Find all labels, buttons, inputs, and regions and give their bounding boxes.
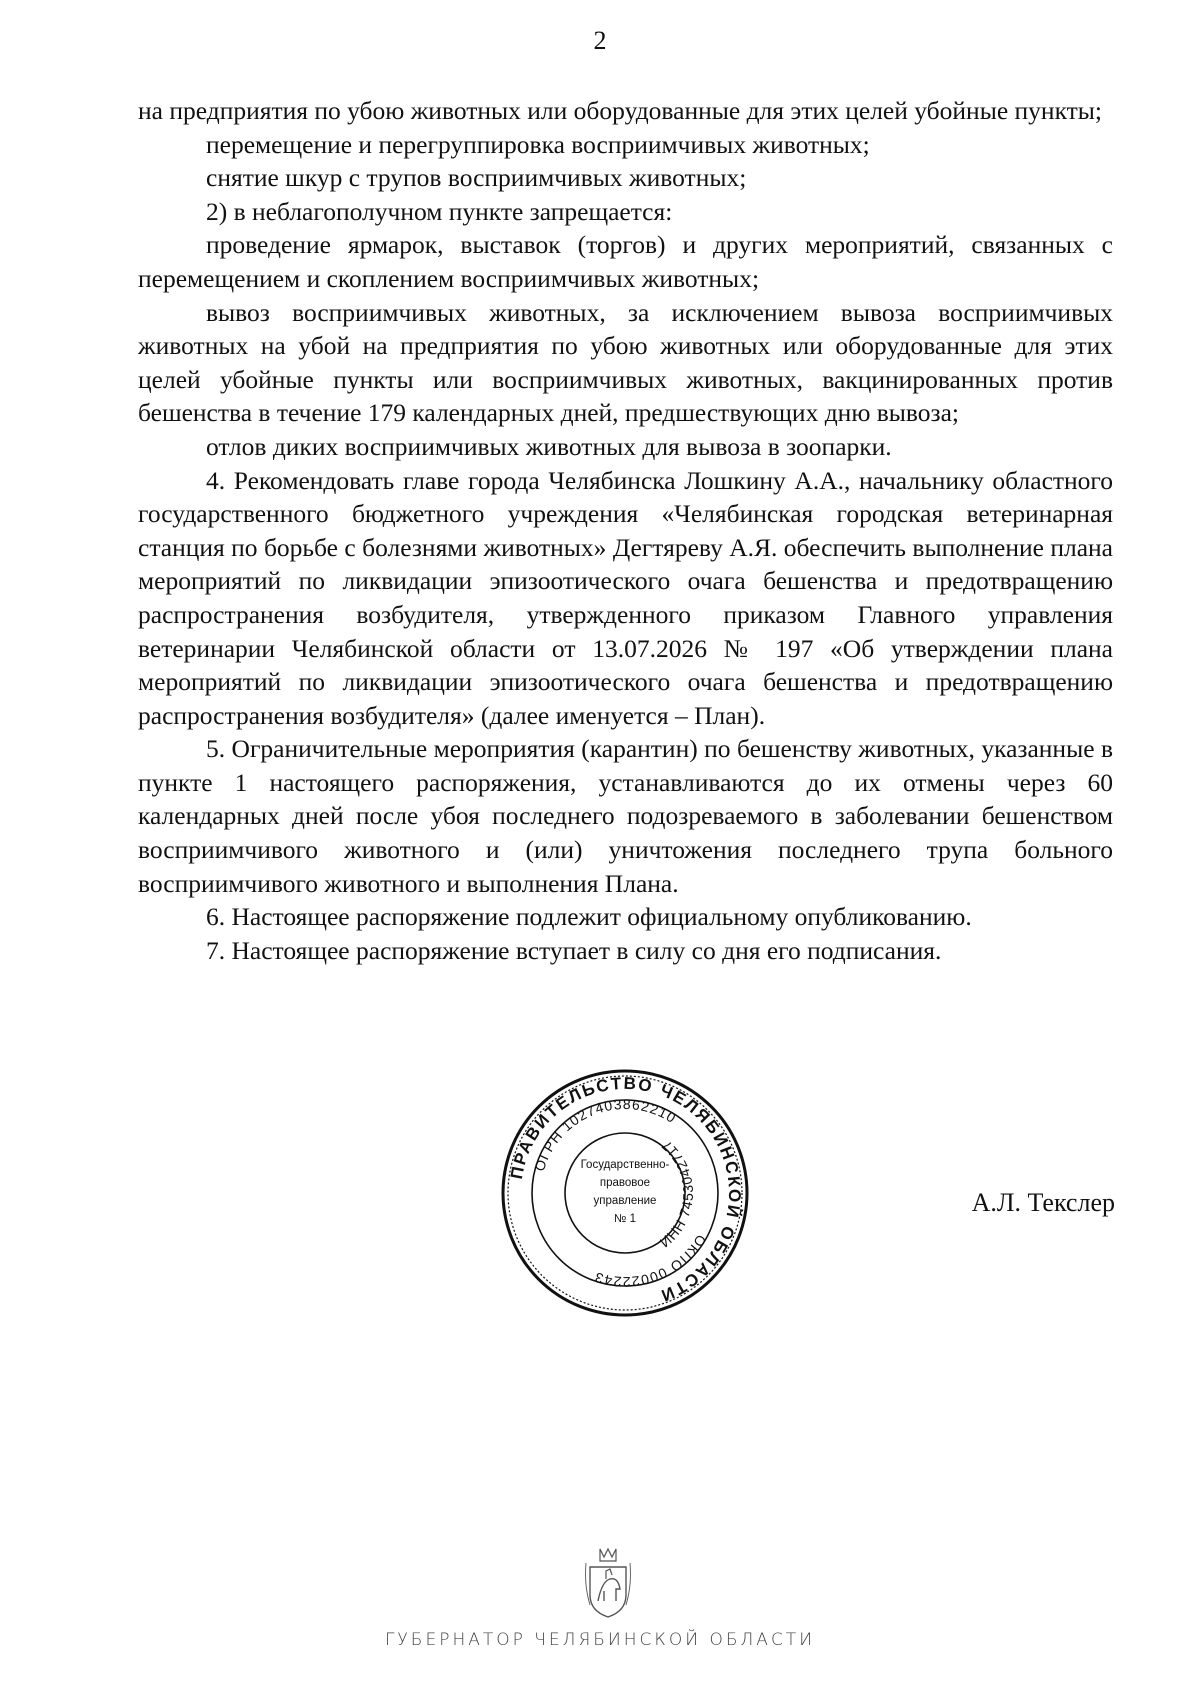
page-number: 2 bbox=[593, 26, 607, 55]
seal-inn-text: ИНН 7453042717 bbox=[656, 1136, 697, 1251]
paragraph-point-6: 6. Настоящее распоряжение подлежит официальному опубликованию. bbox=[206, 902, 972, 932]
paragraph-intro-continuation: на предприятия по убою животных или оборудованные для этих целей убойные пункты; bbox=[138, 96, 1102, 125]
coat-of-arms-icon bbox=[580, 1545, 636, 1621]
svg-text:ИНН 7453042717 bbox=[657, 1137, 696, 1251]
document-body bbox=[138, 94, 1113, 967]
paragraph-fairs-ban: проведение ярмарок, выставок (торгов) и других мероприятий, связанных с перемещением и скоплением восприимчивых животных; bbox=[138, 230, 1113, 293]
paragraph-skinning-ban: снятие шкур с трупов восприимчивых животных; bbox=[206, 163, 747, 193]
paragraph-point-7: 7. Настоящее распоряжение вступает в силу со дня его подписания. bbox=[206, 935, 942, 965]
paragraph-point-5: 5. Ограничительные мероприятия (карантин) по бешенству животных, указанные в пункте 1 настоящего распоряжения, устанавливаются до их отмены через 60 календарных дней после убоя последнего подозреваемого в заболевании бешенством восприимчивого животного и (или) уничтожения последнего трупа больного восприимчивого животного и выполнения Плана. bbox=[138, 734, 1113, 898]
letterhead-footer: ГУБЕРНАТОР ЧЕЛЯБИНСКОЙ ОБЛАСТИ bbox=[384, 1630, 816, 1650]
seal-center-line-4: № 1 bbox=[614, 1213, 636, 1225]
paragraph-export-ban: вывоз восприимчивых животных, за исключением вывоза восприимчивых животных на убой на предприятия по убою животных или оборудованные для этих целей убойные пункты или восприимчивых животных, вакцинированных против бешенства в течение 179 календарных дней, предшествующих дню вывоза; bbox=[138, 297, 1113, 428]
seal-graphic bbox=[500, 1068, 750, 1318]
seal-okpo-text: ОКПО 00022243 bbox=[592, 1231, 710, 1291]
paragraph-capture-ban: отлов диких восприимчивых животных для вывоза в зоопарки. bbox=[206, 431, 892, 461]
paragraph-movement-ban: перемещение и перегруппировка восприимчивых животных; bbox=[206, 129, 870, 159]
paragraph-point-2-heading: 2) в неблагополучном пункте запрещается: bbox=[206, 196, 673, 226]
seal-center-line-3: управление bbox=[593, 1195, 657, 1207]
seal-center-line-2: правовое bbox=[599, 1177, 651, 1189]
paragraph-point-4: 4. Рекомендовать главе города Челябинска Лошкину А.А., начальнику областного государственного бюджетного учреждения «Челябинская городская ветеринарная станция по борьбе с болезнями животных» Дегтяреву А.Я. обеспечить выполнение плана мероприятий по ликвидации эпизоотического очага бешенства и предотвращению распространения возбудителя, утвержденного приказом Главного управления ветеринарии Челябинской области от 13.07.2026 № 197 «Об утверждении плана мероприятий по ликвидации эпизоотического очага бешенства и предотвращению распространения возбудителя» (далее именуется – План). bbox=[138, 465, 1113, 730]
official-seal bbox=[500, 1068, 750, 1318]
seal-ogrn-text: ОГРН 1027403862210 bbox=[531, 1095, 680, 1174]
seal-center-line-1: Государственно- bbox=[580, 1159, 670, 1171]
signatory-name: А.Л. Текслер bbox=[971, 1188, 1115, 1217]
seal-outer-text: ПРАВИТЕЛЬСТВО ЧЕЛЯБИНСКОЙ ОБЛАСТИ bbox=[506, 1073, 745, 1306]
